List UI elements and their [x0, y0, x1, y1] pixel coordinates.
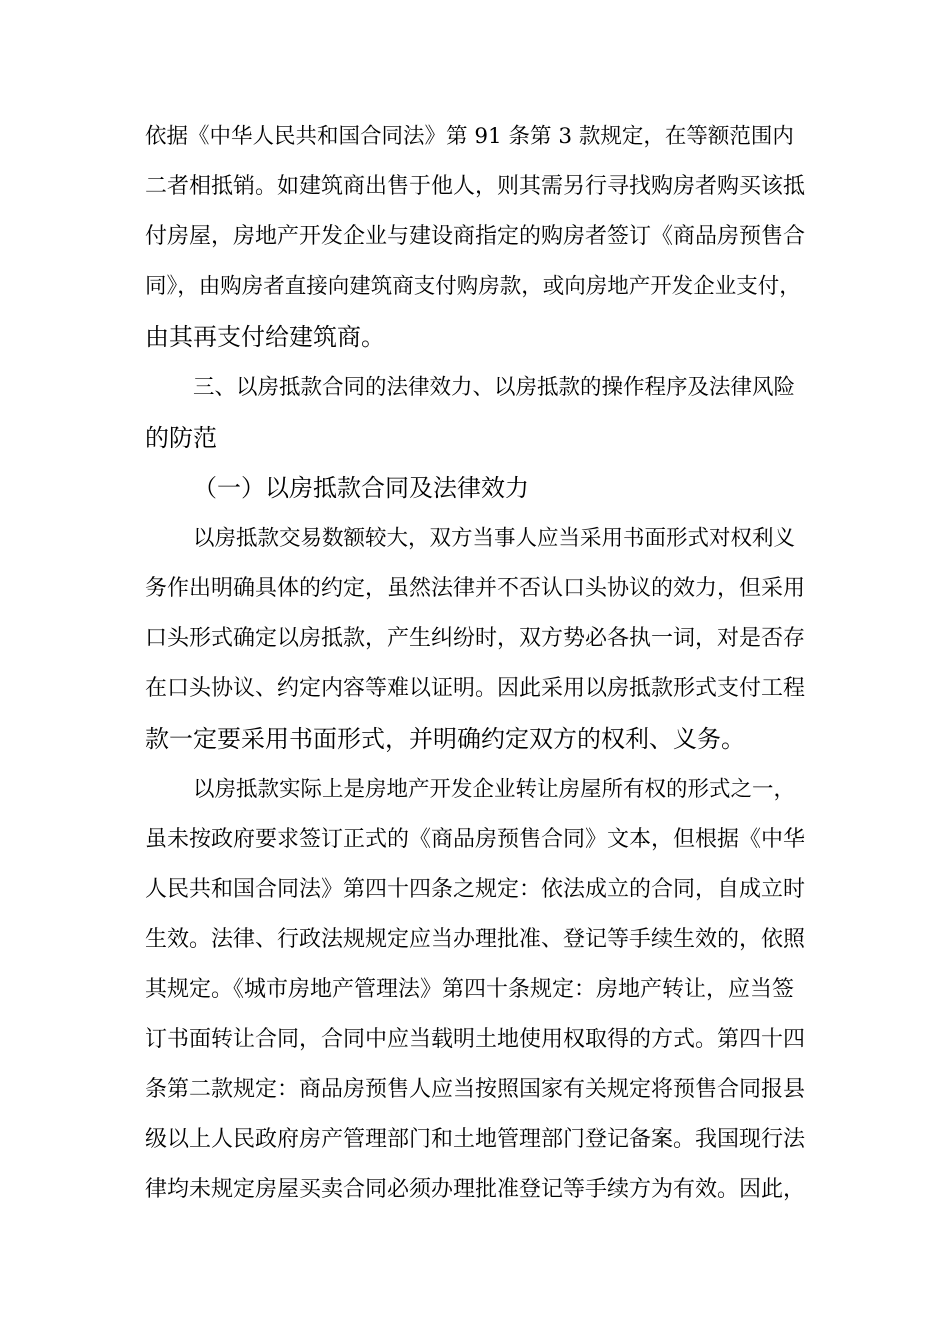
text-line: 付房屋，房地产开发企业与建设商指定的购房者签订《商品房预售合	[145, 224, 806, 249]
text-line: 同》，由购房者直接向建筑商支付购房款，或向房地产开发企业支付，	[145, 274, 801, 299]
text-line: 口头形式确定以房抵款，产生纠纷时，双方势必各执一词，对是否存	[145, 626, 806, 651]
text-line: 款一定要采用书面形式，并明确约定双方的权利、义务。	[145, 725, 745, 753]
text-line: 级以上人民政府房产管理部门和土地管理部门登记备案。我国现行法	[145, 1127, 806, 1152]
text-line: 二者相抵销。如建筑商出售于他人，则其需另行寻找购房者购买该抵	[145, 174, 806, 199]
text-line: 由其再支付给建筑商。	[145, 323, 385, 351]
text-line: 以房抵款实际上是房地产开发企业转让房屋所有权的形式之一，	[193, 777, 796, 802]
text-line: （一）以房抵款合同及法律效力	[193, 474, 529, 502]
text-line: 人民共和国合同法》第四十四条之规定：依法成立的合同，自成立时	[145, 877, 806, 902]
text-line: 订书面转让合同，合同中应当载明土地使用权取得的方式。第四十四	[145, 1027, 806, 1052]
text-line: 生效。法律、行政法规规定应当办理批准、登记等手续生效的，依照	[145, 927, 806, 952]
text-line: 务作出明确具体的约定，虽然法律并不否认口头协议的效力，但采用	[145, 576, 806, 601]
text-line: 依据《中华人民共和国合同法》第 91 条第 3 款规定，在等额范围内	[145, 124, 794, 149]
text-line: 的防范	[145, 424, 217, 452]
text-line: 三、以房抵款合同的法律效力、以房抵款的操作程序及法律风险	[193, 375, 796, 400]
text-line: 虽未按政府要求签订正式的《商品房预售合同》文本，但根据《中华	[145, 827, 806, 852]
text-line: 其规定。《城市房地产管理法》第四十条规定：房地产转让，应当签	[145, 977, 795, 1002]
text-line: 以房抵款交易数额较大，双方当事人应当采用书面形式对权利义	[193, 526, 796, 551]
text-line: 在口头协议、约定内容等难以证明。因此采用以房抵款形式支付工程	[145, 676, 806, 701]
text-line: 律均未规定房屋买卖合同必须办理批准登记等手续方为有效。因此，	[145, 1177, 806, 1202]
text-line: 条第二款规定：商品房预售人应当按照国家有关规定将预售合同报县	[145, 1077, 806, 1102]
